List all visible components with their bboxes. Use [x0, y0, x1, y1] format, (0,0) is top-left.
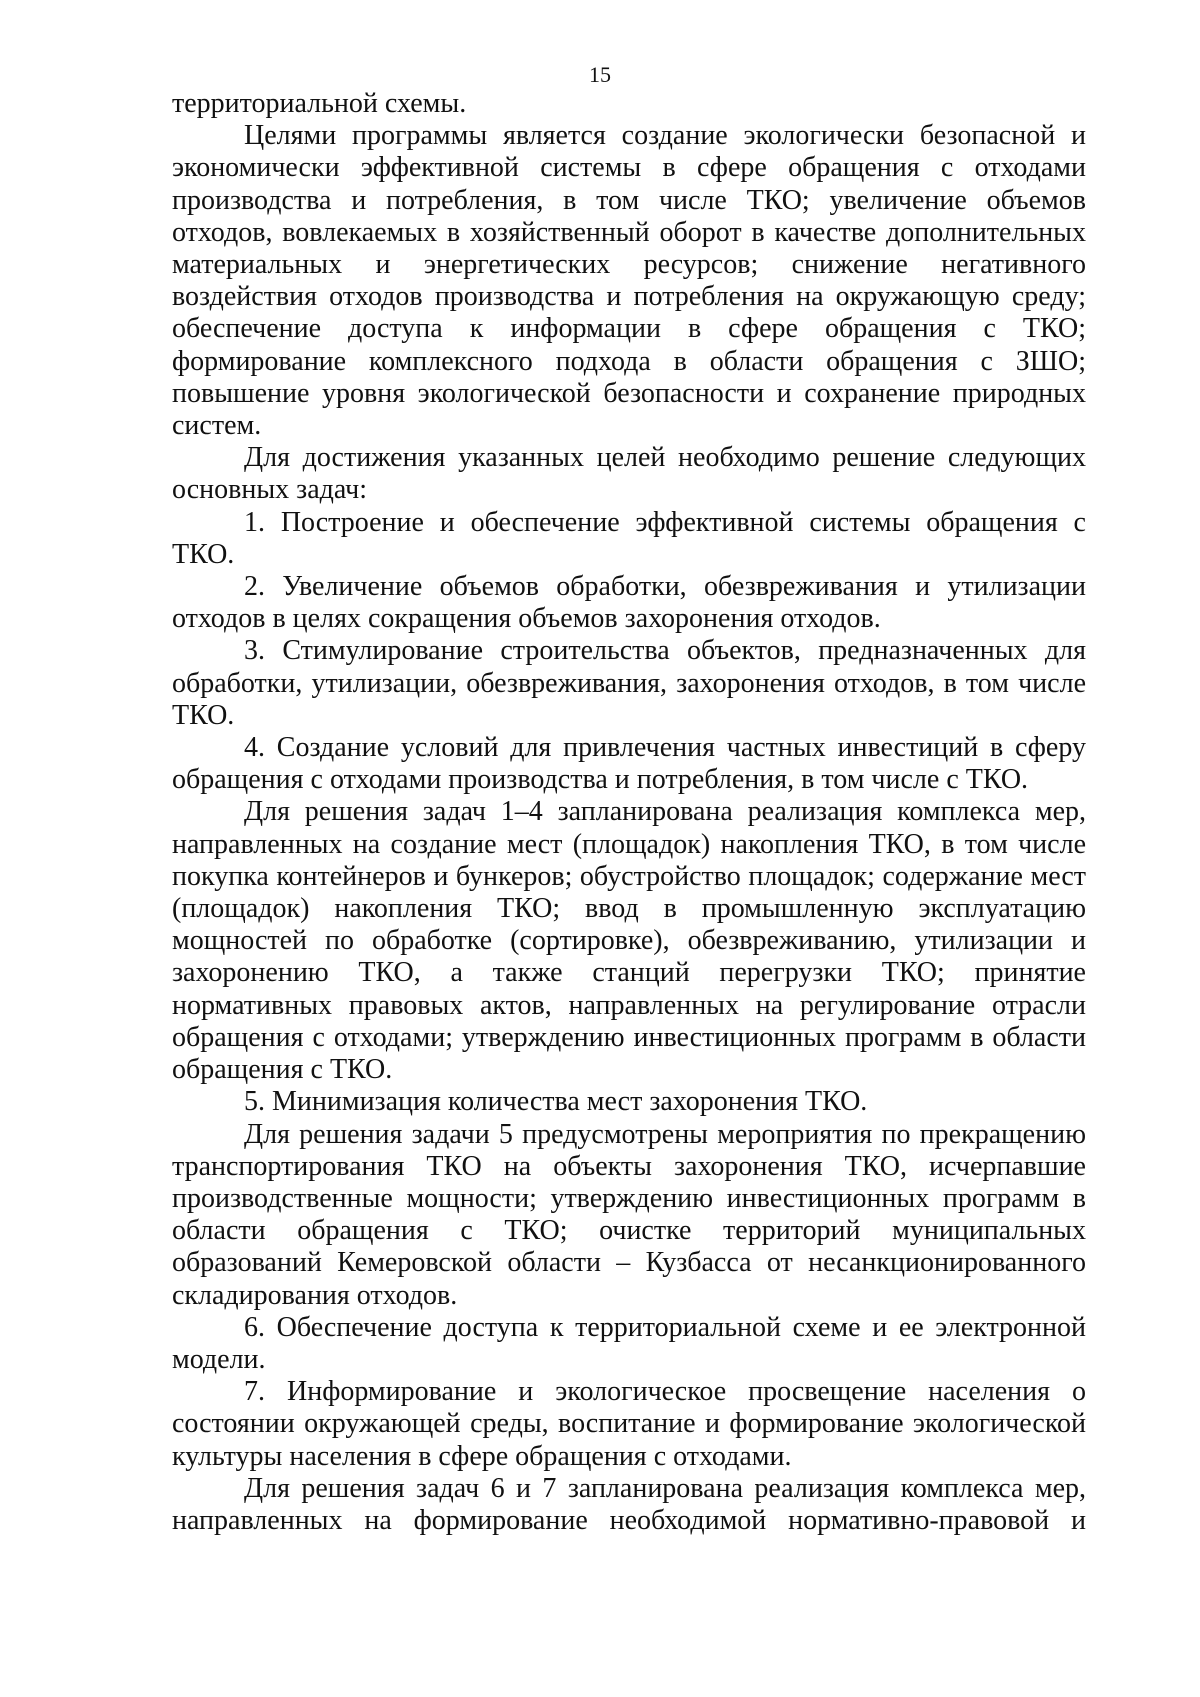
list-item-task-5: 5. Минимизация количества мест захоронения ТКО.: [244, 1086, 868, 1118]
paragraph-tasks-intro: Для достижения указанных целей необходимо решение следующих основных задач:: [172, 442, 1086, 506]
list-item-task-2: 2. Увеличение объемов обработки, обезвреживания и утилизации отходов в целях сокращения объемов захоронения отходов.: [172, 571, 1086, 635]
list-item-task-7: 7. Информирование и экологическое просвещение населения о состоянии окружающей среды, воспитание и формирование экологической культуры населения в сфере обращения с отходами.: [172, 1376, 1086, 1472]
list-item-task-1: 1. Построение и обеспечение эффективной системы обращения с ТКО.: [172, 506, 1086, 570]
list-item-task-6: 6. Обеспечение доступа к территориальной схеме и ее электронной модели.: [172, 1311, 1086, 1375]
document-body: [172, 88, 1086, 1537]
list-item-task-3: 3. Стимулирование строительства объектов, предназначенных для обработки, утилизации, обезвреживания, захоронения отходов, в том числе ТКО.: [172, 635, 1086, 731]
list-item-task-4: 4. Создание условий для привлечения частных инвестиций в сферу обращения с отходами производства и потребления, в том числе с ТКО.: [172, 732, 1086, 796]
page-number: 15: [589, 62, 611, 87]
paragraph-continuation: территориальной схемы.: [172, 88, 467, 119]
paragraph-measures-tasks-1-4: Для решения задач 1–4 запланирована реализация комплекса мер, направленных на создание мест (площадок) накопления ТКО, в том числе покупка контейнеров и бункеров; обустройство площадок; содержание мест (площадок) накопления ТКО; ввод в промышленную эксплуатацию мощностей по обработке (сортировке), обезвреживанию, утилизации и захоронению ТКО, а также станций перегрузки ТКО; принятие нормативных правовых актов, направленных на регулирование отрасли обращения с отходами; утверждению инвестиционных программ в области обращения с ТКО.: [172, 796, 1086, 1086]
paragraph-measures-task-5: Для решения задачи 5 предусмотрены мероприятия по прекращению транспортирования ТКО на объекты захоронения ТКО, исчерпавшие производственные мощности; утверждению инвестиционных программ в области обращения с ТКО; очистке территорий муниципальных образований Кемеровской области – Кузбасса от несанкционированного складирования отходов.: [172, 1118, 1086, 1311]
paragraph-measures-tasks-6-7: Для решения задач 6 и 7 запланирована реализация комплекса мер, направленных на формирование необходимой нормативно-правовой и: [172, 1472, 1086, 1536]
paragraph-program-goals: Целями программы является создание экологически безопасной и экономически эффективной системы в сфере обращения с отходами производства и потребления, в том числе ТКО; увеличение объемов отходов, вовлекаемых в хозяйственный оборот в качестве дополнительных материальных и энергетических ресурсов; снижение негативного воздействия отходов производства и потребления на окружающую среду; обеспечение доступа к информации в сфере обращения с ТКО; формирование комплексного подхода в области обращения с ЗШО; повышение уровня экологической безопасности и сохранение природных систем.: [172, 120, 1086, 442]
